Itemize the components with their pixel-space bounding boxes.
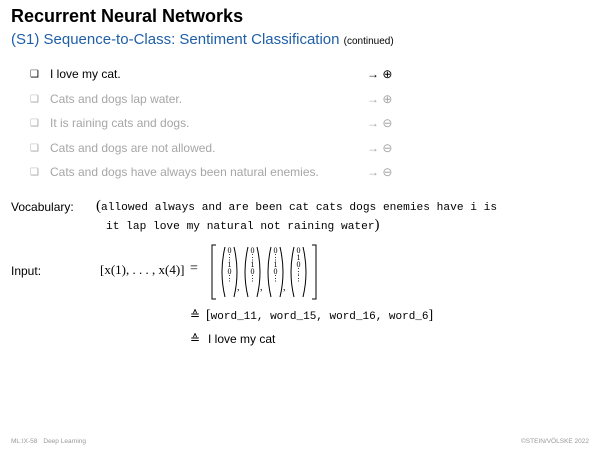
vocabulary-label: Vocabulary:: [11, 200, 74, 214]
example-item: [30, 91, 430, 116]
example-list: [30, 66, 430, 189]
vector-entry: ⋮: [248, 274, 257, 283]
vector-entry: 0: [250, 267, 255, 276]
example-item: [30, 140, 430, 165]
slide-title: Recurrent Neural Networks: [11, 6, 244, 26]
example-label: [367, 91, 392, 107]
checkbox-bullet-icon: ❑: [30, 167, 39, 179]
vocabulary-list: [96, 198, 497, 236]
arrow-icon: →: [367, 140, 379, 155]
one-hot-vector-1: [224, 247, 236, 282]
arrow-icon: →: [367, 67, 379, 81]
example-text: Cats and dogs lap water.: [50, 91, 183, 106]
arrow-icon: →: [367, 116, 379, 131]
close-bracket: ]: [428, 308, 434, 323]
example-item: [30, 66, 430, 91]
example-label: [367, 115, 392, 131]
vector-entry: ⋮: [271, 253, 280, 262]
vector-entry: 0: [227, 246, 232, 255]
vocabulary-words-1: allowed always and are been cat cats dogs enemies have i is: [101, 202, 498, 214]
one-hot-vector-3: [270, 247, 282, 282]
vector-entry: 0: [296, 260, 301, 269]
vocabulary-line-2: [96, 217, 497, 236]
word-sequence: [206, 308, 433, 324]
example-text: I love my cat.: [50, 67, 121, 81]
arrow-icon: →: [367, 165, 379, 180]
example-label: [367, 140, 392, 156]
vector-entry: ⋮: [225, 274, 234, 283]
vector-entry: 1: [273, 260, 278, 269]
example-item: [30, 115, 430, 140]
positive-icon: ⊕: [382, 67, 393, 81]
vector-separator: ,: [260, 282, 263, 293]
example-text: Cats and dogs are not allowed.: [50, 140, 216, 155]
vector-entry: 0: [273, 246, 278, 255]
equals-sign: =: [190, 261, 198, 276]
subtitle-note: (continued): [343, 36, 394, 47]
checkbox-bullet-icon: ❑: [30, 118, 39, 130]
close-paren: ): [374, 217, 380, 233]
open-bracket: [: [206, 308, 211, 323]
subtitle-text: (S1) Sequence-to-Class: Sentiment Classification: [11, 31, 340, 48]
one-hot-vector-2: [247, 247, 259, 282]
corresponds-icon: ≙: [190, 332, 201, 346]
checkbox-bullet-icon: ❑: [30, 69, 39, 80]
word-tokens: word_11, word_15, word_16, word_6: [210, 311, 429, 323]
vocabulary-words-2: it lap love my natural not raining water: [106, 221, 375, 233]
vector-entry: 0: [227, 267, 232, 276]
open-paren: (: [96, 198, 101, 214]
corresponds-icon: ≙: [190, 308, 201, 322]
negative-icon: ⊖: [382, 140, 393, 155]
example-item: [30, 164, 430, 189]
positive-icon: ⊕: [382, 91, 393, 106]
footer-course: ML:IX-58: [11, 438, 38, 445]
checkbox-bullet-icon: ❑: [30, 142, 39, 154]
vector-entry: ⋮: [248, 253, 257, 262]
footer-topic: Deep Learning: [43, 438, 87, 445]
vector-entry: 0: [273, 267, 278, 276]
vector-entry: 0: [296, 246, 301, 255]
example-label: [367, 66, 392, 82]
vector-entry: 1: [227, 260, 232, 269]
footer-copyright: ©STEIN/VÖLSKE 2022: [520, 438, 589, 445]
example-label: [367, 164, 392, 180]
vocabulary-line-1: [96, 198, 497, 217]
vector-entry: 0: [250, 246, 255, 255]
input-sequence: [x(1), . . . , x(4)]: [100, 262, 185, 277]
vector-entry: ⋮: [271, 274, 280, 283]
footer-left: [11, 438, 92, 445]
checkbox-bullet-icon: ❑: [30, 93, 39, 105]
slide-subtitle: [11, 31, 394, 48]
one-hot-vector-4: [293, 247, 305, 282]
vector-entry: 1: [250, 260, 255, 269]
negative-icon: ⊖: [382, 165, 393, 180]
vector-entry: ⋮: [294, 267, 303, 276]
example-text: Cats and dogs have always been natural enemies.: [50, 165, 319, 180]
vector-entry: 1: [296, 253, 301, 262]
input-label: Input:: [11, 264, 42, 278]
one-hot-matrix: [211, 244, 317, 300]
negative-icon: ⊖: [382, 116, 393, 131]
vector-entry: ⋮: [225, 253, 234, 262]
example-text: It is raining cats and dogs.: [50, 116, 190, 131]
vector-entry: ⋮: [294, 274, 303, 283]
input-sentence: I love my cat: [208, 332, 276, 346]
vector-separator: ,: [283, 282, 286, 293]
vector-separator: ,: [237, 282, 240, 293]
arrow-icon: →: [367, 91, 379, 106]
